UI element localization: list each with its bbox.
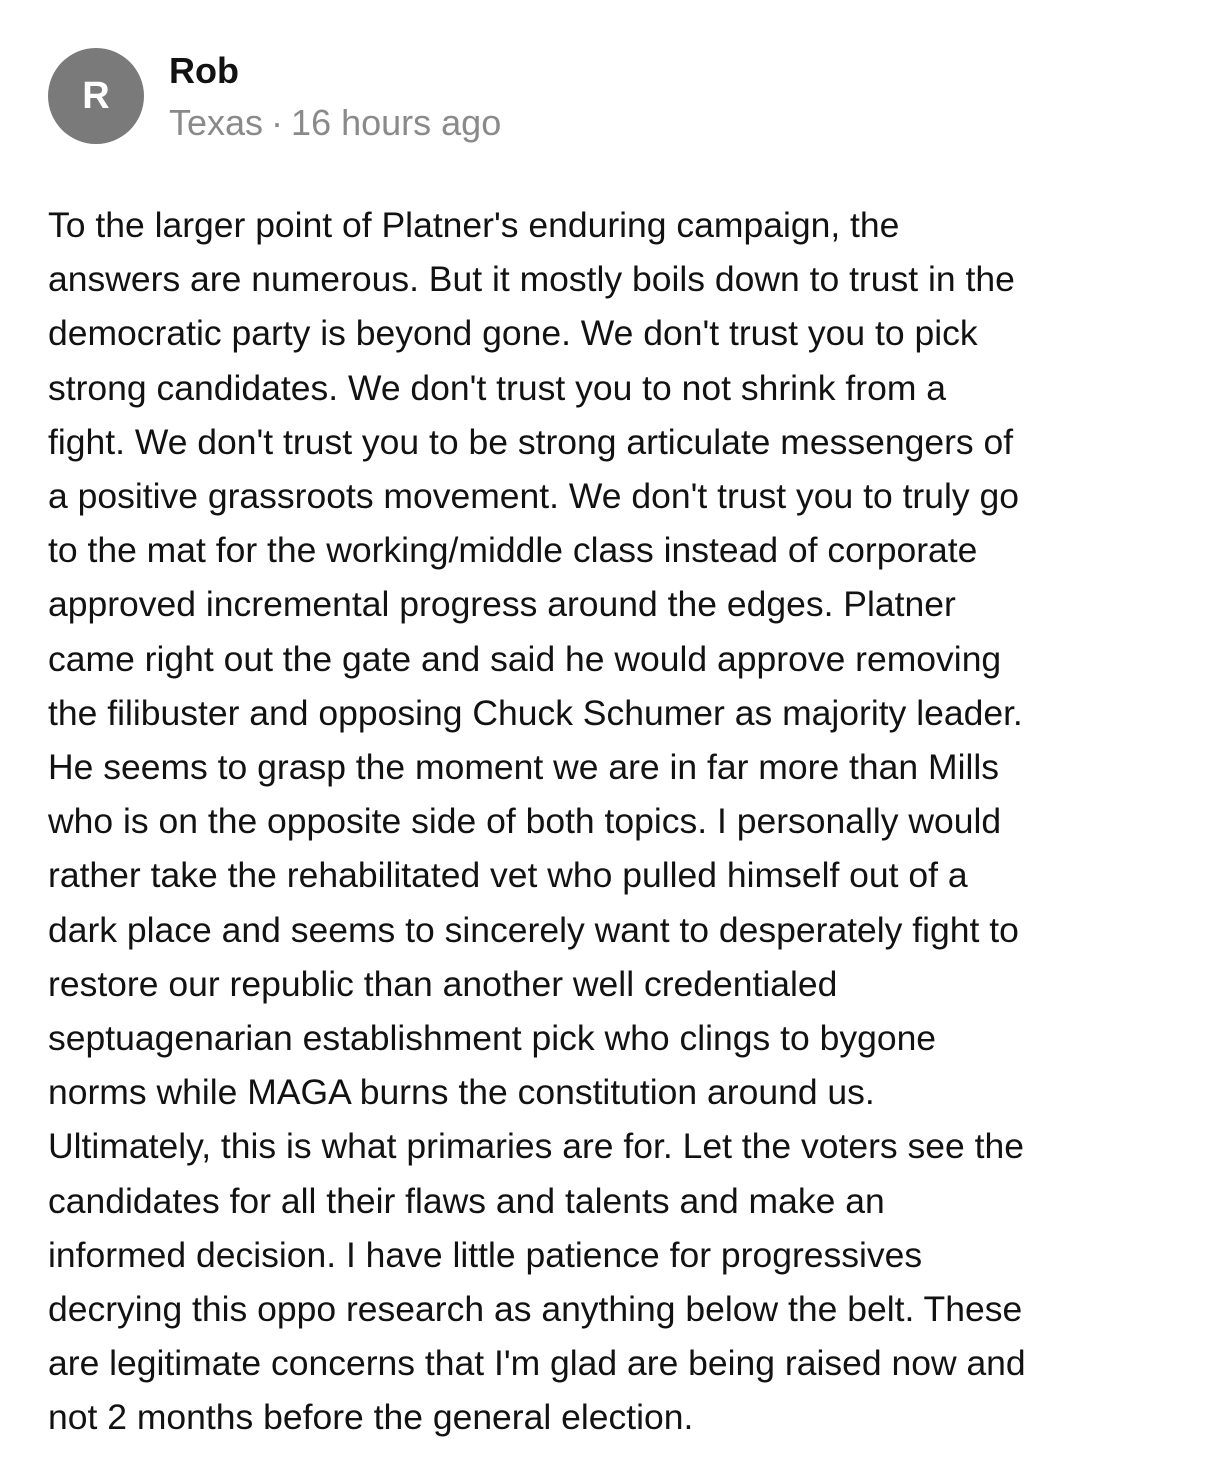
comment-body-line: fight. We don't trust you to be strong articulate messengers of (48, 421, 1014, 462)
author-name[interactable]: Rob (169, 50, 239, 91)
comment-body-line: candidates for all their flaws and talents and make an (48, 1180, 885, 1221)
comment-body-line: rather take the rehabilitated vet who pulled himself out of a (48, 855, 968, 896)
comment-body-line: decrying this oppo research as anything below the belt. These (48, 1289, 1023, 1330)
comment-header (48, 48, 1158, 148)
comment-body-line: democratic party is beyond gone. We don't trust you to pick (48, 313, 978, 354)
comment-body-line: who is on the opposite side of both topics. I personally would (48, 801, 1002, 842)
avatar[interactable]: R (48, 48, 144, 144)
comment-body-line: not 2 months before the general election. (48, 1397, 694, 1438)
comment-body-line: strong candidates. We don't trust you to not shrink from a (48, 367, 947, 408)
comment-body-line: answers are numerous. But it mostly boils down to trust in the (48, 259, 1015, 300)
comment-body-line: informed decision. I have little patience for progressives (48, 1234, 923, 1275)
comment-body-line: norms while MAGA burns the constitution around us. (48, 1072, 875, 1113)
comment-body-line: Ultimately, this is what primaries are for. Let the voters see the (48, 1126, 1024, 1167)
comment-body-line: restore our republic than another well credentialed (48, 963, 838, 1004)
comment-body-line: approved incremental progress around the edges. Platner (48, 584, 956, 625)
comment-body-line: He seems to grasp the moment we are in far more than Mills (48, 747, 999, 788)
meta-separator: · (271, 102, 284, 143)
comment-body-line: dark place and seems to sincerely want to desperately fight to (48, 909, 1019, 950)
comment-body-line: a positive grassroots movement. We don't trust you to truly go (48, 476, 1019, 517)
author-subline (169, 102, 501, 144)
comment-body (48, 198, 1168, 1445)
comment-body-line: the filibuster and opposing Chuck Schumer as majority leader. (48, 692, 1023, 733)
comment-timestamp: 16 hours ago (291, 102, 502, 143)
comment-body-line: came right out the gate and said he would approve removing (48, 638, 1002, 679)
comment-body-line: are legitimate concerns that I'm glad are being raised now and (48, 1343, 1026, 1384)
author-location: Texas (169, 102, 264, 143)
comment-body-line: To the larger point of Platner's enduring campaign, the (48, 205, 900, 245)
comment-body-line: to the mat for the working/middle class instead of corporate (48, 530, 978, 571)
comment-body-line: septuagenarian establishment pick who clings to bygone (48, 1018, 937, 1059)
